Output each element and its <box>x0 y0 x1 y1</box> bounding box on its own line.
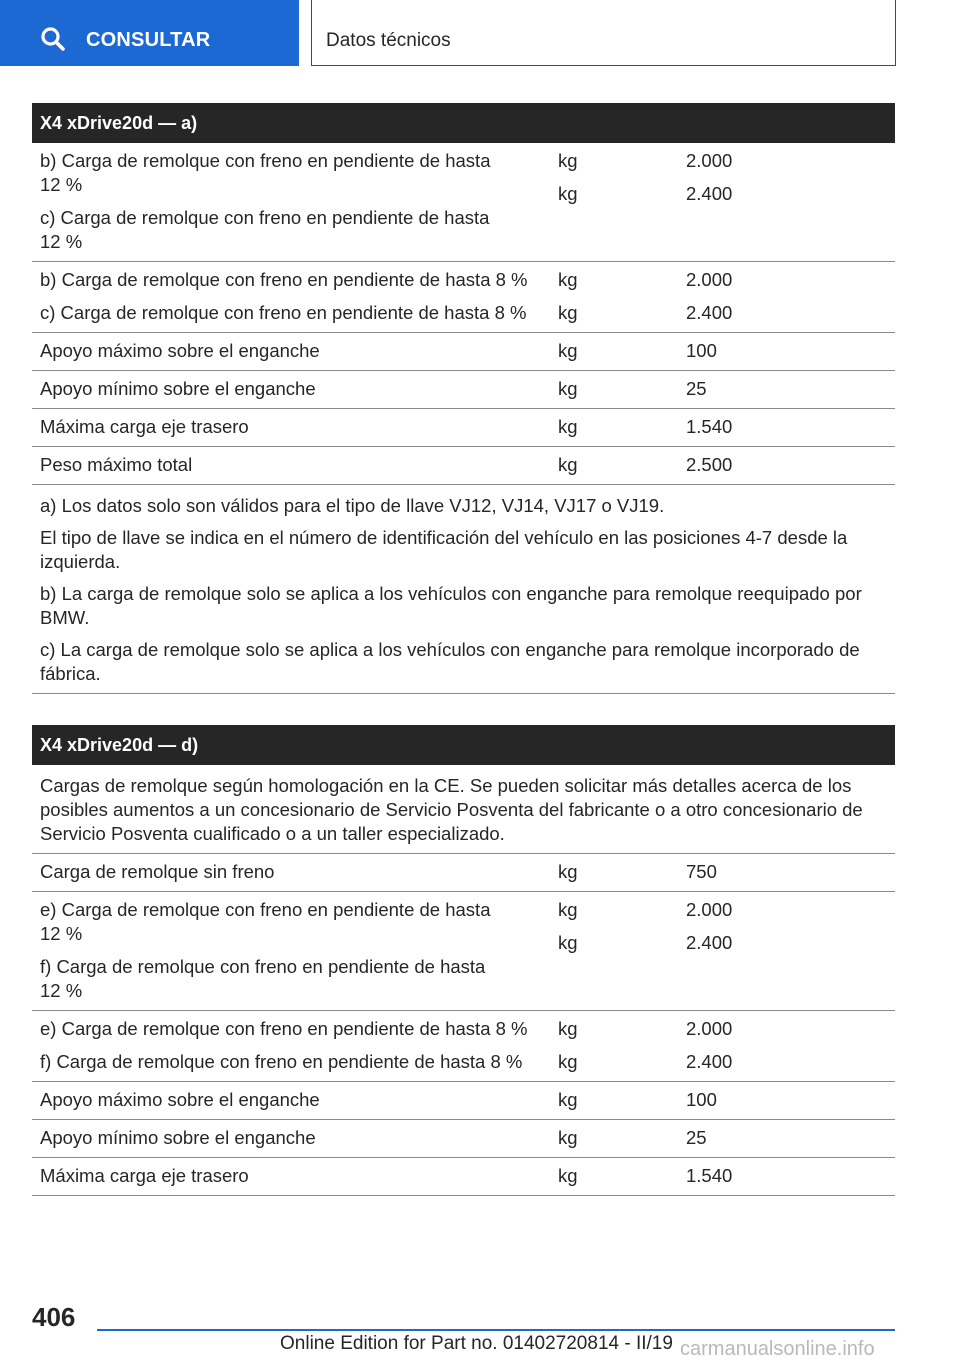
content <box>32 103 895 1196</box>
row-label: b) Carga de remolque con freno en pendiente de hasta <box>40 150 491 171</box>
row-label: c) Carga de remolque con freno en pendiente de hasta <box>40 207 490 228</box>
row-unit: kg <box>558 861 578 882</box>
table-row <box>32 333 895 371</box>
row-label: 12 % <box>40 923 83 944</box>
row-unit: kg <box>558 899 578 920</box>
row-unit: kg <box>558 150 578 171</box>
chapter-title: Datos técnicos <box>326 30 451 51</box>
consult-button[interactable] <box>0 0 299 66</box>
row-value: 100 <box>686 1089 717 1110</box>
row-value: 2.400 <box>686 302 733 323</box>
row-value: 25 <box>686 1127 707 1148</box>
watermark: carmanualsonline.info <box>680 1338 875 1360</box>
row-value: 2.000 <box>686 150 733 171</box>
row-label: f) Carga de remolque con freno en pendiente de hasta 8 % <box>40 1051 523 1072</box>
row-label: c) Carga de remolque con freno en pendiente de hasta 8 % <box>40 302 527 323</box>
row-unit: kg <box>558 932 578 953</box>
row-unit: kg <box>558 1127 578 1148</box>
row-label: Carga de remolque sin freno <box>40 861 275 882</box>
consult-label: CONSULTAR <box>86 29 211 51</box>
intro-text: Cargas de remolque según homologación en la CE. Se pueden solicitar más detalles acerca de los posibles aumentos a un concesionario de Servicio Posventa del fabricante o a otro concesionario de Servicio Posventa cualificado o a un taller especializado. <box>40 775 863 844</box>
row-value: 1.540 <box>686 1165 733 1186</box>
table-row <box>32 409 895 447</box>
row-label: 12 % <box>40 980 83 1001</box>
row-unit: kg <box>558 1018 578 1039</box>
row-label: e) Carga de remolque con freno en pendiente de hasta 8 % <box>40 1018 528 1039</box>
chapter-title-box <box>311 0 896 66</box>
section-d-header <box>32 725 895 765</box>
page-number: 406 <box>32 1302 76 1332</box>
row-value: 100 <box>686 340 717 361</box>
table-row <box>32 1120 895 1158</box>
table-row <box>32 143 895 262</box>
row-label: Apoyo mínimo sobre el enganche <box>40 378 316 399</box>
footer-divider <box>97 1329 895 1331</box>
row-unit: kg <box>558 416 578 437</box>
row-unit: kg <box>558 340 578 361</box>
row-unit: kg <box>558 378 578 399</box>
table-row <box>32 1082 895 1120</box>
edition-text: Online Edition for Part no. 01402720814 - II/19 <box>280 1333 673 1354</box>
row-value: 2.400 <box>686 932 733 953</box>
section-d-title: X4 xDrive20d — d) <box>40 734 199 755</box>
footnote: b) La carga de remolque solo se aplica a los vehículos con enganche para remolque reequipado por BMW. <box>40 583 862 628</box>
row-unit: kg <box>558 302 578 323</box>
row-label: Apoyo máximo sobre el enganche <box>40 340 320 361</box>
row-label: 12 % <box>40 174 83 195</box>
row-unit: kg <box>558 1089 578 1110</box>
row-unit: kg <box>558 454 578 475</box>
row-value: 2.000 <box>686 1018 733 1039</box>
table-row <box>32 892 895 1011</box>
row-value: 25 <box>686 378 707 399</box>
row-label: 12 % <box>40 231 83 252</box>
search-icon <box>40 26 66 52</box>
section-d-intro <box>32 765 895 854</box>
row-unit: kg <box>558 1051 578 1072</box>
row-value: 2.400 <box>686 183 733 204</box>
row-label: Apoyo mínimo sobre el enganche <box>40 1127 316 1148</box>
row-label: Máxima carga eje trasero <box>40 1165 249 1186</box>
row-value: 2.000 <box>686 269 733 290</box>
row-unit: kg <box>558 1165 578 1186</box>
table-row <box>32 262 895 333</box>
footnote: a) Los datos solo son válidos para el tipo de llave VJ12, VJ14, VJ17 o VJ19. <box>40 495 665 516</box>
footnote: c) La carga de remolque solo se aplica a los vehículos con enganche para remolque incorporado de fábrica. <box>40 639 860 684</box>
row-label: b) Carga de remolque con freno en pendiente de hasta 8 % <box>40 269 528 290</box>
row-label: e) Carga de remolque con freno en pendiente de hasta <box>40 899 491 920</box>
table-row <box>32 1011 895 1082</box>
row-unit: kg <box>558 269 578 290</box>
section-a-title: X4 xDrive20d — a) <box>40 112 198 133</box>
row-value: 1.540 <box>686 416 733 437</box>
row-label: Máxima carga eje trasero <box>40 416 249 437</box>
row-label: Apoyo máximo sobre el enganche <box>40 1089 320 1110</box>
row-value: 2.400 <box>686 1051 733 1072</box>
section-a-header <box>32 103 895 143</box>
row-label: Peso máximo total <box>40 454 193 475</box>
row-value: 2.500 <box>686 454 733 475</box>
footnotes <box>32 485 895 694</box>
row-label: f) Carga de remolque con freno en pendiente de hasta <box>40 956 486 977</box>
table-row <box>32 854 895 892</box>
footnote: El tipo de llave se indica en el número de identificación del vehículo en las posiciones 4-7 desde la izquierda. <box>40 527 848 572</box>
row-value: 750 <box>686 861 717 882</box>
row-unit: kg <box>558 183 578 204</box>
row-value: 2.000 <box>686 899 733 920</box>
table-row <box>32 371 895 409</box>
table-row <box>32 447 895 485</box>
table-row <box>32 1158 895 1196</box>
